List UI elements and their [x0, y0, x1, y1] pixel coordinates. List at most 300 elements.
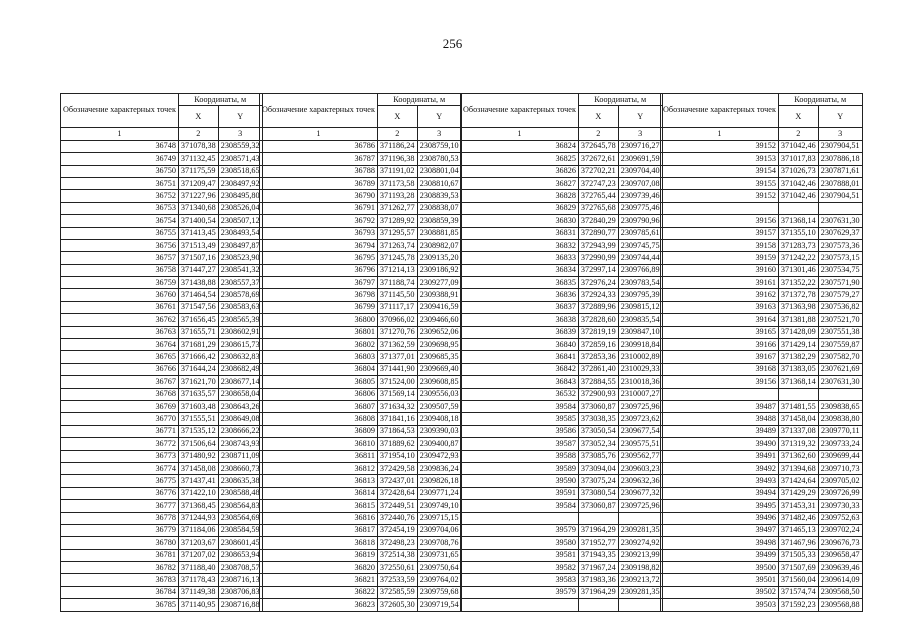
- point-id: 36802: [260, 339, 378, 351]
- table-row: [61, 475, 263, 487]
- point-id: 36823: [260, 599, 378, 611]
- coordinate-x: 371481,55: [778, 400, 818, 412]
- coordinate-x: 371507,69: [778, 562, 818, 574]
- coordinate-y: 2308706,83: [218, 586, 262, 598]
- coordinate-y: 2309710,73: [818, 462, 862, 474]
- coordinate-x: 371184,06: [178, 524, 218, 536]
- coordinate-y: 2309213,72: [618, 574, 662, 586]
- point-id: 39587: [461, 438, 579, 450]
- coordinate-y: 2308493,54: [218, 227, 262, 239]
- table-row: [61, 326, 263, 338]
- table-row: [661, 500, 863, 512]
- coordinate-y: 2308881,85: [417, 227, 461, 239]
- point-id: 36841: [461, 351, 579, 363]
- coordinate-y: 2308810,67: [417, 177, 461, 189]
- table-row: [61, 314, 263, 326]
- coordinate-x: 371656,45: [178, 314, 218, 326]
- coordinate-x: 371245,78: [377, 252, 417, 264]
- table-row: [461, 301, 663, 313]
- coordinate-x: 371429,14: [778, 339, 818, 351]
- table-row: [61, 574, 263, 586]
- coordinate-x: 371188,40: [178, 562, 218, 574]
- coordinate-x: 371203,67: [178, 537, 218, 549]
- point-id: 36779: [61, 524, 179, 536]
- coordinate-x: 372997,14: [578, 264, 618, 276]
- coordinate-y: 2308523,90: [218, 252, 262, 264]
- header-y: Y: [218, 106, 262, 128]
- coordinate-y: 2310002,89: [618, 351, 662, 363]
- coordinate-y: [818, 388, 862, 400]
- point-id: 36768: [61, 388, 179, 400]
- coordinate-y: 2309847,10: [618, 326, 662, 338]
- header-y: Y: [417, 106, 461, 128]
- table-row: [461, 376, 663, 388]
- coordinate-y: 2307573,36: [818, 239, 862, 251]
- point-id: 36796: [260, 264, 378, 276]
- coordinate-x: 371864,53: [377, 425, 417, 437]
- point-id: 36835: [461, 277, 579, 289]
- table-row: [260, 574, 462, 586]
- point-id: 36794: [260, 239, 378, 251]
- coordinate-y: 2309562,77: [618, 450, 662, 462]
- table-row: [461, 562, 663, 574]
- table-row: [61, 301, 263, 313]
- table-row: [61, 277, 263, 289]
- coordinates-table-4: [660, 93, 863, 612]
- coordinate-x: 371178,43: [178, 574, 218, 586]
- point-id: 36806: [260, 388, 378, 400]
- coordinate-y: 2308564,83: [218, 500, 262, 512]
- point-id: 39157: [661, 227, 779, 239]
- point-id: 39491: [661, 450, 779, 462]
- coordinate-y: 2309745,75: [618, 239, 662, 251]
- coordinate-y: 2308602,91: [218, 326, 262, 338]
- coordinate-x: 371964,29: [578, 586, 618, 598]
- coordinate-x: 372884,55: [578, 376, 618, 388]
- coordinate-y: 2310007,27: [618, 388, 662, 400]
- point-id: 36821: [260, 574, 378, 586]
- coordinate-y: 2308507,12: [218, 215, 262, 227]
- coordinate-y: 2308583,63: [218, 301, 262, 313]
- coordinate-x: 371193,28: [377, 190, 417, 202]
- coordinate-x: 371191,02: [377, 165, 417, 177]
- header-x: X: [178, 106, 218, 128]
- table-row: [661, 314, 863, 326]
- coordinate-x: 371535,12: [178, 425, 218, 437]
- point-id: 39153: [661, 153, 779, 165]
- point-id: 36831: [461, 227, 579, 239]
- coordinate-x: 371482,46: [778, 512, 818, 524]
- point-id: 36763: [61, 326, 179, 338]
- coordinate-y: 2308601,45: [218, 537, 262, 549]
- table-row: [61, 339, 263, 351]
- coordinate-x: 371042,46: [778, 190, 818, 202]
- coordinate-y: 2310018,36: [618, 376, 662, 388]
- table-row: [661, 289, 863, 301]
- coordinate-x: 371644,24: [178, 363, 218, 375]
- coordinate-y: [818, 202, 862, 214]
- table-row: [461, 425, 663, 437]
- point-id: 36807: [260, 400, 378, 412]
- table-row: [661, 450, 863, 462]
- header-y: Y: [618, 106, 662, 128]
- point-id: 36750: [61, 165, 179, 177]
- coordinate-x: 371301,46: [778, 264, 818, 276]
- coordinate-x: 371507,16: [178, 252, 218, 264]
- point-id: 39152: [661, 190, 779, 202]
- coordinate-y: 2308495,80: [218, 190, 262, 202]
- coordinate-y: 2307886,18: [818, 153, 862, 165]
- coordinate-x: 371524,00: [377, 376, 417, 388]
- point-id: 39156: [661, 215, 779, 227]
- header-column-number: 3: [818, 128, 862, 140]
- coordinate-x: 371441,90: [377, 363, 417, 375]
- table-row: [61, 413, 263, 425]
- table-row: [61, 512, 263, 524]
- coordinate-y: 2309390,03: [417, 425, 461, 437]
- coordinate-y: 2309472,93: [417, 450, 461, 462]
- table-row: [461, 215, 663, 227]
- point-id: 39588: [461, 450, 579, 462]
- coordinate-x: 371227,96: [178, 190, 218, 202]
- point-id: 36785: [61, 599, 179, 611]
- coordinate-x: 371952,77: [578, 537, 618, 549]
- coordinate-x: 372429,58: [377, 462, 417, 474]
- coordinate-y: 2309603,23: [618, 462, 662, 474]
- coordinate-x: 371149,38: [178, 586, 218, 598]
- coordinate-x: 371547,56: [178, 301, 218, 313]
- coordinate-x: 372437,01: [377, 475, 417, 487]
- coordinate-x: 372672,61: [578, 153, 618, 165]
- table-row: [461, 500, 663, 512]
- coordinate-y: 2309213,99: [618, 549, 662, 561]
- point-id: 36800: [260, 314, 378, 326]
- coordinate-x: 371368,45: [178, 500, 218, 512]
- table-row: [61, 400, 263, 412]
- coordinate-x: 373038,35: [578, 413, 618, 425]
- point-id: 36803: [260, 351, 378, 363]
- coordinate-y: 2309723,62: [618, 413, 662, 425]
- coordinate-y: 2309730,33: [818, 500, 862, 512]
- table-row: [260, 413, 462, 425]
- coordinate-y: 2308780,53: [417, 153, 461, 165]
- table-row: [260, 177, 462, 189]
- point-id: 39581: [461, 549, 579, 561]
- coordinate-y: 2308497,92: [218, 177, 262, 189]
- coordinate-y: 2309719,54: [417, 599, 461, 611]
- coordinate-x: 372853,36: [578, 351, 618, 363]
- table-row: [661, 277, 863, 289]
- table-row: [461, 252, 663, 264]
- coordinate-x: 372440,76: [377, 512, 417, 524]
- coordinate-y: 2308557,37: [218, 277, 262, 289]
- table-row: [661, 301, 863, 313]
- point-id: 36773: [61, 450, 179, 462]
- coordinate-x: 372819,19: [578, 326, 618, 338]
- table-row: [61, 289, 263, 301]
- point-id: 39156: [661, 376, 779, 388]
- point-id: 39167: [661, 351, 779, 363]
- table-row: [61, 524, 263, 536]
- coordinate-x: 371244,93: [178, 512, 218, 524]
- coordinate-y: 2309677,54: [618, 425, 662, 437]
- coordinates-table-2: [259, 93, 462, 612]
- table-row: [260, 524, 462, 536]
- table-row: [260, 438, 462, 450]
- table-row: [61, 487, 263, 499]
- point-id: 36808: [260, 413, 378, 425]
- header-coordinates: Координаты, м: [578, 94, 662, 106]
- coordinate-x: 371026,73: [778, 165, 818, 177]
- table-row: [260, 363, 462, 375]
- coordinate-x: 371458,08: [178, 462, 218, 474]
- coordinate-x: 371467,96: [778, 537, 818, 549]
- table-row: [461, 153, 663, 165]
- header-x: X: [377, 106, 417, 128]
- coordinate-y: 2310029,33: [618, 363, 662, 375]
- coordinate-x: 371283,73: [778, 239, 818, 251]
- coordinate-x: 371505,33: [778, 549, 818, 561]
- coordinate-y: 2309835,54: [618, 314, 662, 326]
- coordinate-y: 2309507,59: [417, 400, 461, 412]
- coordinate-x: 371377,01: [377, 351, 417, 363]
- table-row: [61, 363, 263, 375]
- coordinate-x: 371465,13: [778, 524, 818, 536]
- point-id: 36759: [61, 277, 179, 289]
- coordinate-y: 2309744,44: [618, 252, 662, 264]
- table-row: [661, 264, 863, 276]
- coordinate-y: 2308564,69: [218, 512, 262, 524]
- table-row: [661, 400, 863, 412]
- point-id: 39163: [661, 301, 779, 313]
- table-row: [61, 376, 263, 388]
- table-row: [661, 562, 863, 574]
- table-row: [461, 438, 663, 450]
- coordinate-x: 371413,45: [178, 227, 218, 239]
- point-id: 39502: [661, 586, 779, 598]
- table-row: [61, 252, 263, 264]
- point-id: 39500: [661, 562, 779, 574]
- coordinate-x: 371429,29: [778, 487, 818, 499]
- coordinate-y: 2309466,60: [417, 314, 461, 326]
- point-id: 36838: [461, 314, 579, 326]
- point-id: 36776: [61, 487, 179, 499]
- point-id: 36775: [61, 475, 179, 487]
- point-id: 36751: [61, 177, 179, 189]
- point-id: 36822: [260, 586, 378, 598]
- table-row: [461, 524, 663, 536]
- coordinate-y: 2308635,38: [218, 475, 262, 487]
- header-column-number: 1: [260, 128, 378, 140]
- table-row: [61, 438, 263, 450]
- coordinate-x: 372900,93: [578, 388, 618, 400]
- coordinate-y: 2308708,57: [218, 562, 262, 574]
- table-row: [260, 500, 462, 512]
- table-row: [461, 289, 663, 301]
- coordinate-x: 371295,57: [377, 227, 417, 239]
- point-id: 36799: [260, 301, 378, 313]
- table-row: [260, 549, 462, 561]
- point-id: 36764: [61, 339, 179, 351]
- point-id: 36784: [61, 586, 179, 598]
- coordinate-x: 371337,08: [778, 425, 818, 437]
- point-id: 36824: [461, 140, 579, 152]
- coordinate-y: 2309608,85: [417, 376, 461, 388]
- point-id: 36816: [260, 512, 378, 524]
- table-row: [260, 599, 462, 611]
- coordinate-y: 2308716,13: [218, 574, 262, 586]
- point-id: 36780: [61, 537, 179, 549]
- coordinate-x: 371042,46: [778, 177, 818, 189]
- coordinates-table-1: [60, 93, 263, 612]
- coordinate-x: 373080,54: [578, 487, 618, 499]
- coordinate-y: 2307904,51: [818, 140, 862, 152]
- table-row: [661, 475, 863, 487]
- header-coordinates: Координаты, м: [178, 94, 262, 106]
- coordinate-y: 2309677,32: [618, 487, 662, 499]
- table-row: [61, 425, 263, 437]
- coordinate-x: 372585,59: [377, 586, 417, 598]
- point-id: 36788: [260, 165, 378, 177]
- coordinate-x: [778, 388, 818, 400]
- table-row: [260, 314, 462, 326]
- point-id: 39495: [661, 500, 779, 512]
- table-row: [661, 388, 863, 400]
- coordinate-y: 2309918,84: [618, 339, 662, 351]
- table-row: [461, 388, 663, 400]
- table-row: [661, 425, 863, 437]
- coordinate-x: 373075,24: [578, 475, 618, 487]
- point-id: 36765: [61, 351, 179, 363]
- point-id: 36767: [61, 376, 179, 388]
- header-column-number: 1: [61, 128, 179, 140]
- coordinate-x: 372765,44: [578, 190, 618, 202]
- table-row: [661, 215, 863, 227]
- coordinate-x: 371634,32: [377, 400, 417, 412]
- point-id: 36786: [260, 140, 378, 152]
- table-row: [61, 462, 263, 474]
- coordinate-y: 2308682,49: [218, 363, 262, 375]
- table-row: [461, 351, 663, 363]
- coordinate-y: 2309764,02: [417, 574, 461, 586]
- table-row: [461, 512, 663, 524]
- table-row: [61, 177, 263, 189]
- coordinate-y: 2309770,11: [818, 425, 862, 437]
- point-id: 36783: [61, 574, 179, 586]
- table-row: [61, 549, 263, 561]
- coordinate-x: 371078,38: [178, 140, 218, 152]
- table-row: [461, 227, 663, 239]
- point-id: 36805: [260, 376, 378, 388]
- point-id: 36769: [61, 400, 179, 412]
- table-row: [661, 339, 863, 351]
- header-column-number: 1: [461, 128, 579, 140]
- coordinate-y: 2308838,07: [417, 202, 461, 214]
- header-coordinates: Координаты, м: [377, 94, 461, 106]
- coordinate-y: 2308559,32: [218, 140, 262, 152]
- table-row: [461, 140, 663, 152]
- table-row: [461, 487, 663, 499]
- coordinate-x: 371889,62: [377, 438, 417, 450]
- coordinate-y: 2308677,14: [218, 376, 262, 388]
- header-column-number: 2: [778, 128, 818, 140]
- header-column-number: 2: [178, 128, 218, 140]
- point-id: 39503: [661, 599, 779, 611]
- table-row: [461, 190, 663, 202]
- coordinate-y: 2308632,83: [218, 351, 262, 363]
- coordinate-x: 371555,51: [178, 413, 218, 425]
- coordinate-y: 2309575,51: [618, 438, 662, 450]
- coordinate-x: 371209,47: [178, 177, 218, 189]
- coordinate-y: 2309750,64: [417, 562, 461, 574]
- coordinate-y: 2308859,39: [417, 215, 461, 227]
- table-row: [461, 537, 663, 549]
- point-id: 39579: [461, 586, 579, 598]
- table-row: [260, 376, 462, 388]
- coordinate-x: 371381,88: [778, 314, 818, 326]
- coordinate-x: 371340,68: [178, 202, 218, 214]
- table-row: [461, 264, 663, 276]
- coordinate-y: 2308643,26: [218, 400, 262, 412]
- coordinate-x: 371603,48: [178, 400, 218, 412]
- coordinate-x: 371428,09: [778, 326, 818, 338]
- coordinate-x: 373085,76: [578, 450, 618, 462]
- table-row: [61, 537, 263, 549]
- coordinate-y: 2309707,08: [618, 177, 662, 189]
- point-id: 36811: [260, 450, 378, 462]
- point-id: 39584: [461, 500, 579, 512]
- coordinate-y: 2309691,59: [618, 153, 662, 165]
- table-row: [260, 252, 462, 264]
- coordinate-y: 2309669,40: [417, 363, 461, 375]
- table-row: [661, 153, 863, 165]
- table-row: [461, 462, 663, 474]
- coordinate-x: 372550,61: [377, 562, 417, 574]
- table-row: [61, 500, 263, 512]
- point-id: 36817: [260, 524, 378, 536]
- coordinate-y: 2309715,15: [417, 512, 461, 524]
- header-point-name: Обозначение характерных точек: [61, 94, 179, 128]
- coordinate-x: 371592,23: [778, 599, 818, 611]
- coordinate-y: 2307521,70: [818, 314, 862, 326]
- coordinate-y: 2307573,15: [818, 252, 862, 264]
- coordinate-y: 2309752,63: [818, 512, 862, 524]
- coordinate-x: 371362,59: [377, 339, 417, 351]
- table-row: [461, 277, 663, 289]
- point-id: 39152: [661, 140, 779, 152]
- table-row: [260, 140, 462, 152]
- point-id: 36820: [260, 562, 378, 574]
- coordinate-y: 2308653,94: [218, 549, 262, 561]
- table-row: [61, 202, 263, 214]
- point-id: 36748: [61, 140, 179, 152]
- coordinate-x: 371289,92: [377, 215, 417, 227]
- coordinate-x: 371363,98: [778, 301, 818, 313]
- coordinate-y: 2309708,76: [417, 537, 461, 549]
- table-row: [661, 227, 863, 239]
- table-row: [260, 586, 462, 598]
- coordinate-y: 2309790,96: [618, 215, 662, 227]
- coordinate-y: 2308711,09: [218, 450, 262, 462]
- coordinate-x: 371188,74: [377, 277, 417, 289]
- table-row: [461, 239, 663, 251]
- table-row: [661, 376, 863, 388]
- point-id: 36757: [61, 252, 179, 264]
- table-row: [260, 215, 462, 227]
- coordinate-x: 373050,54: [578, 425, 618, 437]
- table-row: [260, 153, 462, 165]
- table-row: [661, 537, 863, 549]
